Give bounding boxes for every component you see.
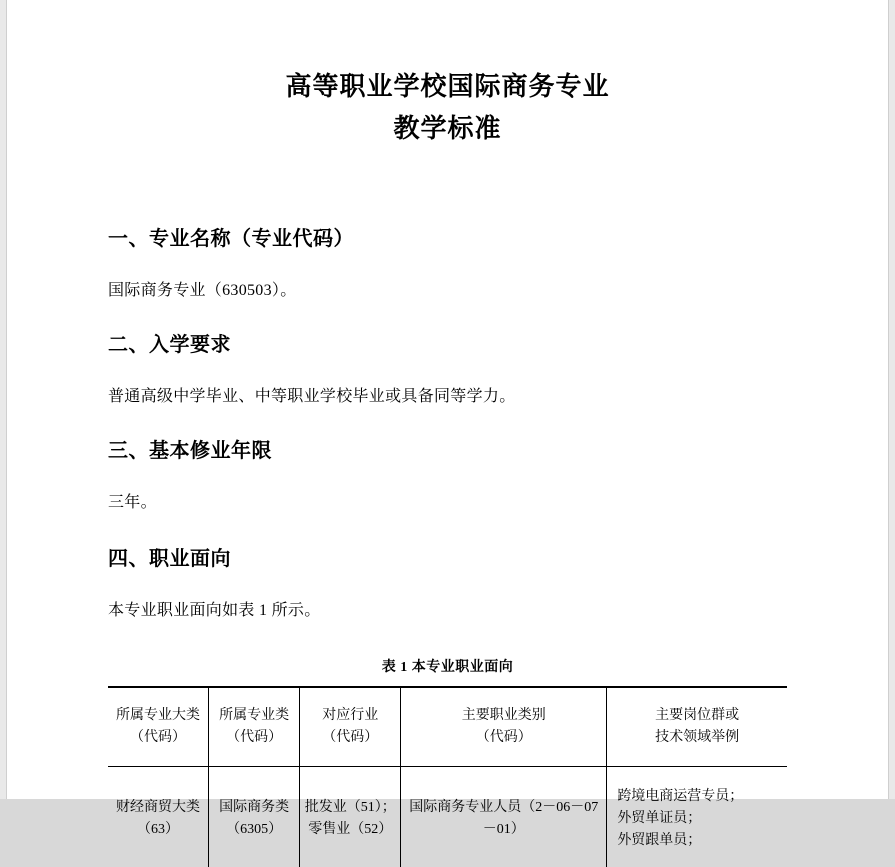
table-header-cell-2 <box>208 687 299 767</box>
table-cell-positions <box>607 767 787 867</box>
table-header-cell-1-line-2: （代码） <box>112 727 204 749</box>
table-cell-major-class-line-1: 国际商务类 <box>213 797 295 819</box>
table-header-cell-5 <box>607 687 787 767</box>
table-header-cell-1 <box>108 687 208 767</box>
table-cell-positions-line-2: 外贸单证员； <box>617 808 783 830</box>
table-cell-industry-line-2: 零售业（52） <box>304 819 396 841</box>
table-header-cell-5-line-1: 主要岗位群或 <box>611 705 783 727</box>
page-right-edge <box>888 0 895 799</box>
table-header-cell-4-line-1: 主要职业类别 <box>405 705 602 727</box>
table-header-cell-3-line-2: （代码） <box>304 727 396 749</box>
table-cell-occupation-line-1: 国际商务专业人员（2－06－07－01） <box>405 797 602 841</box>
table-row <box>108 767 787 867</box>
table-header-cell-2-line-1: 所属专业类 <box>213 705 295 727</box>
section-heading-4: 四、职业面向 <box>108 542 787 571</box>
section-heading-3: 三、基本修业年限 <box>108 434 787 463</box>
table-cell-major-class-line-2: （6305） <box>213 819 295 841</box>
table-header-cell-5-line-2: 技术领域举例 <box>611 727 783 749</box>
table-cell-major-category-line-2: （63） <box>112 819 204 841</box>
table-header-cell-4-line-2: （代码） <box>405 727 602 749</box>
table-header-cell-3-line-1: 对应行业 <box>304 705 396 727</box>
section-heading-2: 二、入学要求 <box>108 328 787 357</box>
table-cell-major-class <box>208 767 299 867</box>
table-header-cell-4 <box>401 687 607 767</box>
page-title-line-1: 高等职业学校国际商务专业 <box>285 72 609 101</box>
table-header-cell-3 <box>300 687 401 767</box>
table-cell-occupation <box>401 767 607 867</box>
table-cell-positions-line-1: 跨境电商运营专员； <box>617 786 783 808</box>
table-cell-major-category-line-1: 财经商贸大类 <box>112 797 204 819</box>
table-cell-major-category <box>108 767 208 867</box>
page-title-line-2: 教学标准 <box>108 108 787 150</box>
table-cell-positions-line-3: 外贸跟单员； <box>617 830 783 852</box>
table-cell-industry <box>300 767 401 867</box>
table-header-cell-1-line-1: 所属专业大类 <box>112 705 204 727</box>
section-paragraph-1: 国际商务专业（630503）。 <box>108 277 787 300</box>
occupation-table <box>108 686 787 867</box>
section-paragraph-2: 普通高级中学毕业、中等职业学校毕业或具备同等学力。 <box>108 383 787 406</box>
page-left-edge <box>0 0 7 799</box>
section-heading-1: 一、专业名称（专业代码） <box>108 222 787 251</box>
document-content <box>108 0 787 799</box>
section-paragraph-3: 三年。 <box>108 489 787 512</box>
table-header-cell-2-line-2: （代码） <box>213 727 295 749</box>
section-paragraph-4: 本专业职业面向如表 1 所示。 <box>108 597 787 620</box>
table-caption: 表 1 本专业职业面向 <box>108 656 787 676</box>
page-title <box>108 66 787 150</box>
table-header-row <box>108 687 787 767</box>
table-cell-industry-line-1: 批发业（51）； <box>304 797 396 819</box>
